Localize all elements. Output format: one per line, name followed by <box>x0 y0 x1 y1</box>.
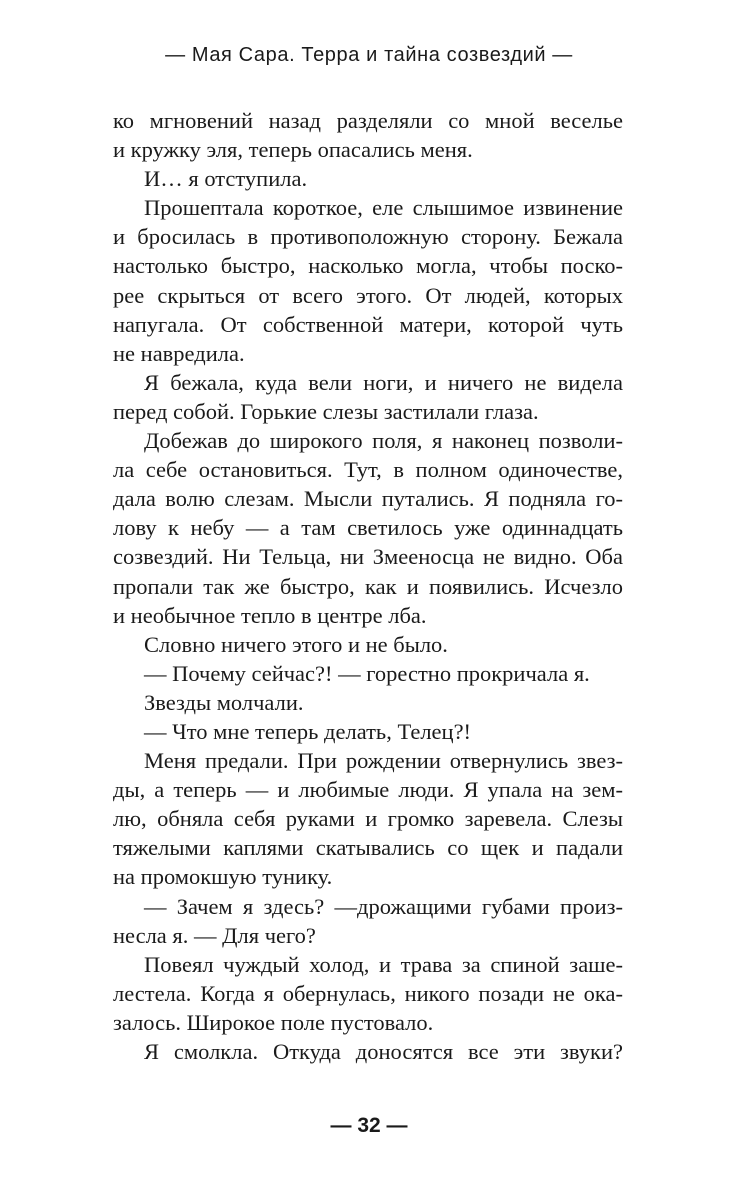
text-line: ла себе остановиться. Тут, в полном одиночестве, <box>113 457 623 483</box>
text-line: ко мгновений назад разделяли со мной веселье <box>113 108 623 133</box>
running-header: — Мая Сара. Терра и тайна созвездий — <box>165 44 573 66</box>
text-line: лову к небу — а там светилось уже одиннадцать <box>113 515 623 541</box>
text-line: несла я. — Для чего? <box>113 922 316 948</box>
text-line: не навредила. <box>113 340 245 366</box>
text-line: настолько быстро, насколько могла, чтобы поско- <box>113 253 623 279</box>
text-line: тяжелыми каплями скатывались со щек и падали <box>113 835 623 861</box>
text-line: Словно ничего этого и не было. <box>144 631 448 657</box>
text-line: пропали так же быстро, как и появились. Исчезло <box>113 573 623 599</box>
text-line: И… я отступила. <box>144 166 308 192</box>
text-line: Добежав до широкого поля, я наконец позволи- <box>144 428 623 454</box>
text-line: — Что мне теперь делать, Телец?! <box>144 718 472 744</box>
text-line: Я бежала, куда вели ноги, и ничего не видела <box>144 369 623 395</box>
text-line: и необычное тепло в центре лба. <box>113 602 427 628</box>
page-number: — 32 — <box>330 1114 408 1137</box>
text-line: Звезды молчали. <box>144 689 304 715</box>
text-line: ды, а теперь — и любимые люди. Я упала на зем- <box>113 777 623 803</box>
text-line: дала волю слезам. Мысли путались. Я подняла го- <box>113 486 623 512</box>
text-line: перед собой. Горькие слезы застилали глаза. <box>113 398 539 424</box>
text-line: созвездий. Ни Тельца, ни Змееносца не видно. Оба <box>113 544 623 570</box>
text-line: напугала. От собственной матери, которой чуть <box>113 311 623 337</box>
text-line: лю, обняла себя руками и громко заревела. Слезы <box>113 806 623 832</box>
text-line: — Зачем я здесь? —дрожащими губами произ- <box>144 893 623 919</box>
text-line: лестела. Когда я обернулась, никого позади не ока- <box>113 980 623 1006</box>
text-line: и бросилась в противоположную сторону. Бежала <box>113 224 623 250</box>
text-line: на промокшую тунику. <box>113 864 333 890</box>
text-line: и кружку эля, теперь опасались меня. <box>113 137 473 163</box>
text-line: — Почему сейчас?! — горестно прокричала я. <box>144 660 590 686</box>
text-line: Повеял чуждый холод, и трава за спиной заше- <box>144 951 623 977</box>
text-line: залось. Широкое поле пустовало. <box>113 1009 434 1035</box>
text-line: Я смолкла. Откуда доносятся все эти звуки? <box>144 1039 623 1064</box>
body-text <box>113 106 623 1066</box>
text-line: Меня предали. При рождении отвернулись звез- <box>144 748 623 774</box>
text-line: Прошептала короткое, еле слышимое извинение <box>144 195 623 221</box>
text-line: рее скрыться от всего этого. От людей, которых <box>113 282 623 308</box>
